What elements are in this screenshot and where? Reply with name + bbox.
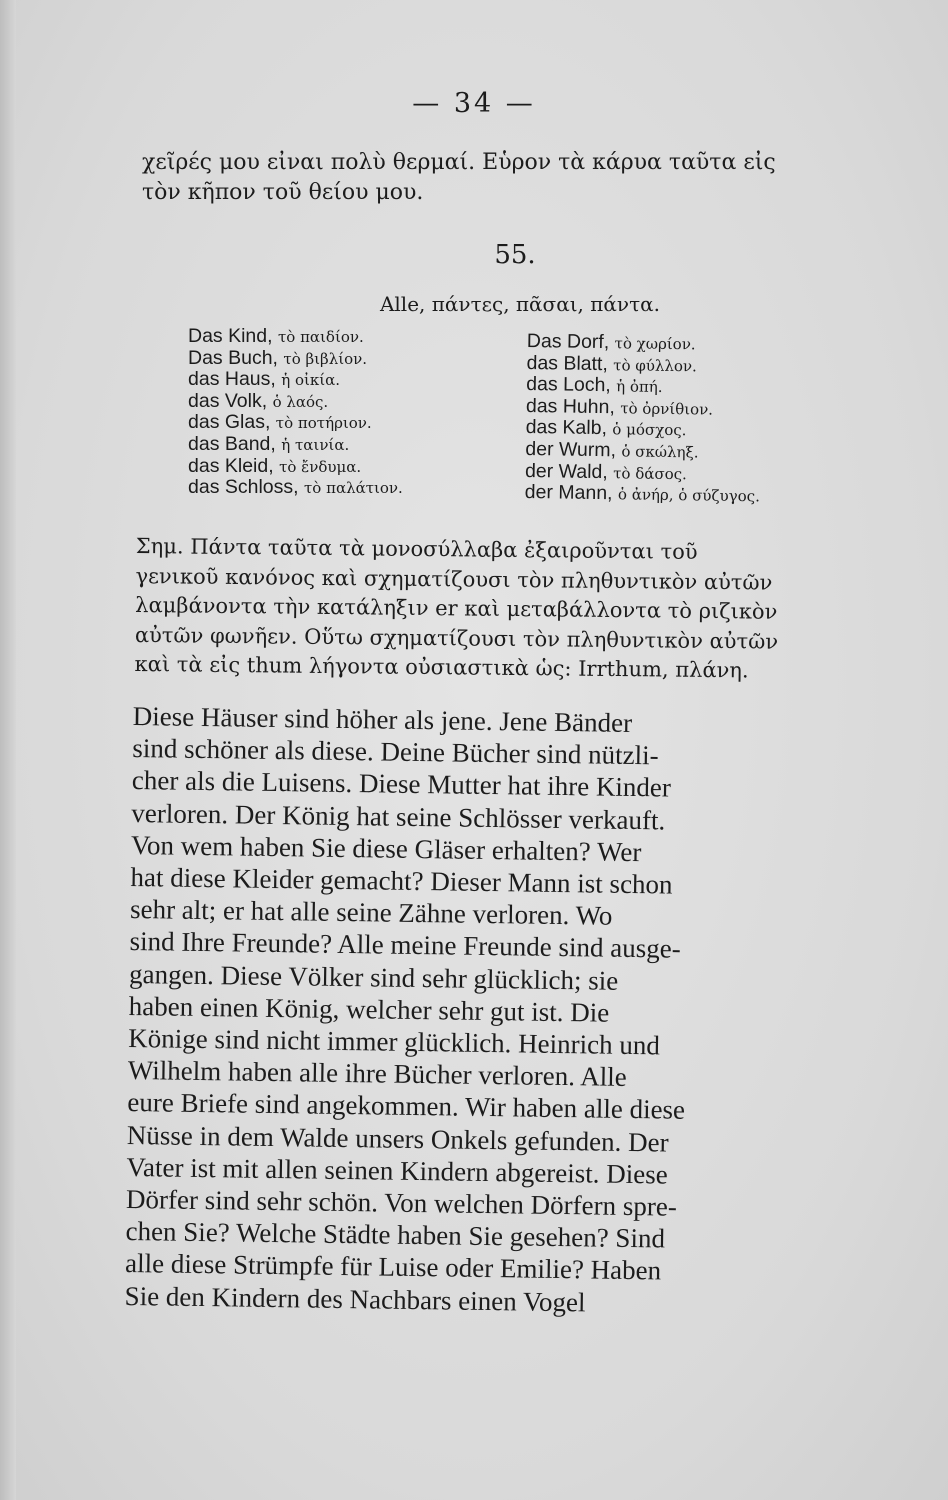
german-exercise [124,700,872,1322]
german-word: das Schloss, [188,476,299,499]
vocab-item [188,412,403,434]
greek-word: τὸ ποτήριον. [275,414,372,433]
lesson-number: 55. [494,240,536,270]
vocab-item [188,456,403,478]
german-word: der Wurm, [525,437,617,462]
german-word: das Volk, [188,389,268,412]
exercise-line: chen Sie? Welche Städte haben Sie gesehen? Sind [125,1216,666,1254]
exercise-line: sind Ihre Freunde? Alle meine Freunde sind ausge- [129,926,681,965]
greek-word: τὸ χωρίον. [614,334,696,354]
exercise-line: sind schöner als diese. Deine Bücher sind nützli- [132,733,659,771]
greek-word: ὁ μόσχος. [612,420,687,440]
vocab-item [188,391,403,413]
german-word: das Kalb, [525,416,608,440]
exercise-line: Dörfer sind sehr schön. Von welchen Dörfern spre- [125,1183,678,1222]
greek-word: τὸ δάσος. [613,463,688,483]
german-word: das Loch, [526,373,611,397]
german-word: Das Dorf, [526,330,610,354]
vocab-item [188,348,403,370]
exercise-line: hat diese Kleider gemacht? Dieser Mann ist schon [130,861,673,900]
vocab-item [188,434,403,456]
vocab-item [525,482,760,507]
exercise-line: Vater ist mit allen seinen Kindern abgereist. Diese [126,1151,668,1190]
exercise-line: Sie den Kindern des Nachbars einen Vogel [124,1280,586,1318]
german-word: der Mann, [524,481,613,505]
greek-word: τὸ παλάτιον. [303,479,403,498]
exercise-line: Nüsse in dem Walde unsers Onkels gefunden. Der [126,1119,669,1158]
german-word: Das Kind, [188,325,273,347]
exercise-line: Könige sind nicht immer glücklich. Heinrich und [128,1022,661,1061]
greek-word: τὸ ὀρνίθιον. [620,399,714,419]
greek-intro-line-1: χεῖρές μου εἶναι πολὺ θερμαί. Εὗρον τὰ κάρυα ταῦτα εἰς [142,150,776,175]
vocab-item [188,369,403,391]
exercise-line: haben einen König, welcher sehr gut ist. Die [128,990,610,1028]
german-word: das Band, [188,432,276,455]
exercise-line: eure Briefe sind angekommen. Wir haben alle diese [127,1087,686,1126]
exercise-line: Diese Häuser sind höher als jene. Jene Bänder [132,700,633,738]
note-line: αὐτῶν φωνῆεν. Οὕτω σχηματίζουσι τὸν πληθυντικὸν αὐτῶν [134,622,779,654]
greek-word: ὁ σκώληξ. [621,442,699,462]
note-line: καὶ τὰ εἰς thum λήγοντα οὐσιαστικὰ ὡς: Irrthum, πλάνη. [134,651,749,683]
greek-word: τὸ βιβλίον. [283,349,368,368]
german-word: das Kleid, [188,454,274,477]
note-line: γενικοῦ κανόνος καὶ σχηματίζουσι τὸν πληθυντικὸν αὐτῶν [135,563,773,595]
greek-word: τὸ φύλλον. [613,355,698,375]
greek-word: ἡ ταινία. [281,435,350,454]
vocab-list-right [525,331,763,507]
exercise-line: Wilhelm haben alle ihre Bücher verloren. Alle [127,1055,627,1093]
page-edge [0,0,16,1500]
exercise-line: cher als die Luisens. Diese Mutter hat ihre Kinder [131,765,672,803]
vocab-heading: Alle, πάντες, πᾶσαι, πάντα. [379,292,661,316]
exercise-line: gangen. Diese Völker sind sehr glücklich; sie [128,958,619,996]
page-number: — 34 — [412,88,536,119]
exercise-line: Von wem haben Sie diese Gläser erhalten? Wer [130,829,642,867]
greek-intro-line-2: τὸν κῆπον τοῦ θείου μου. [142,180,424,205]
vocab-item [188,326,403,348]
german-word: das Blatt, [526,351,609,375]
exercise-line: alle diese Strümpfe für Luise oder Emilie? Haben [124,1248,662,1286]
greek-word: ὁ λαός. [272,392,329,411]
exercise-line: sehr alt; er hat alle seine Zähne verloren. Wo [129,894,613,931]
german-word: das Haus, [188,368,276,391]
german-word: das Glas, [188,411,271,434]
greek-word: ἡ οἰκία. [281,371,341,390]
german-word: das Huhn, [525,394,616,419]
german-word: der Wald, [524,459,608,483]
greek-word: ὁ ἀνήρ, ὁ σύζυγος. [617,485,761,506]
greek-word: τὸ παιδίον. [277,328,364,346]
exercise-line: verloren. Der König hat seine Schlösser verkauft. [131,797,666,836]
note-line: λαμβάνοντα τὴν κατάληξιν er καὶ μεταβάλλοντα τὸ ριζικὸν [135,592,778,624]
greek-word: τὸ ἔνδυμα. [279,457,362,476]
grammar-note [134,532,886,687]
vocab-item [188,477,403,499]
german-word: Das Buch, [188,346,278,369]
vocab-list-left [188,326,403,499]
note-line: Σημ. Πάντα ταῦτα τὰ μονοσύλλαβα ἐξαιροῦνται τοῦ [135,533,698,564]
greek-word: ἡ ὀπή. [616,377,663,397]
